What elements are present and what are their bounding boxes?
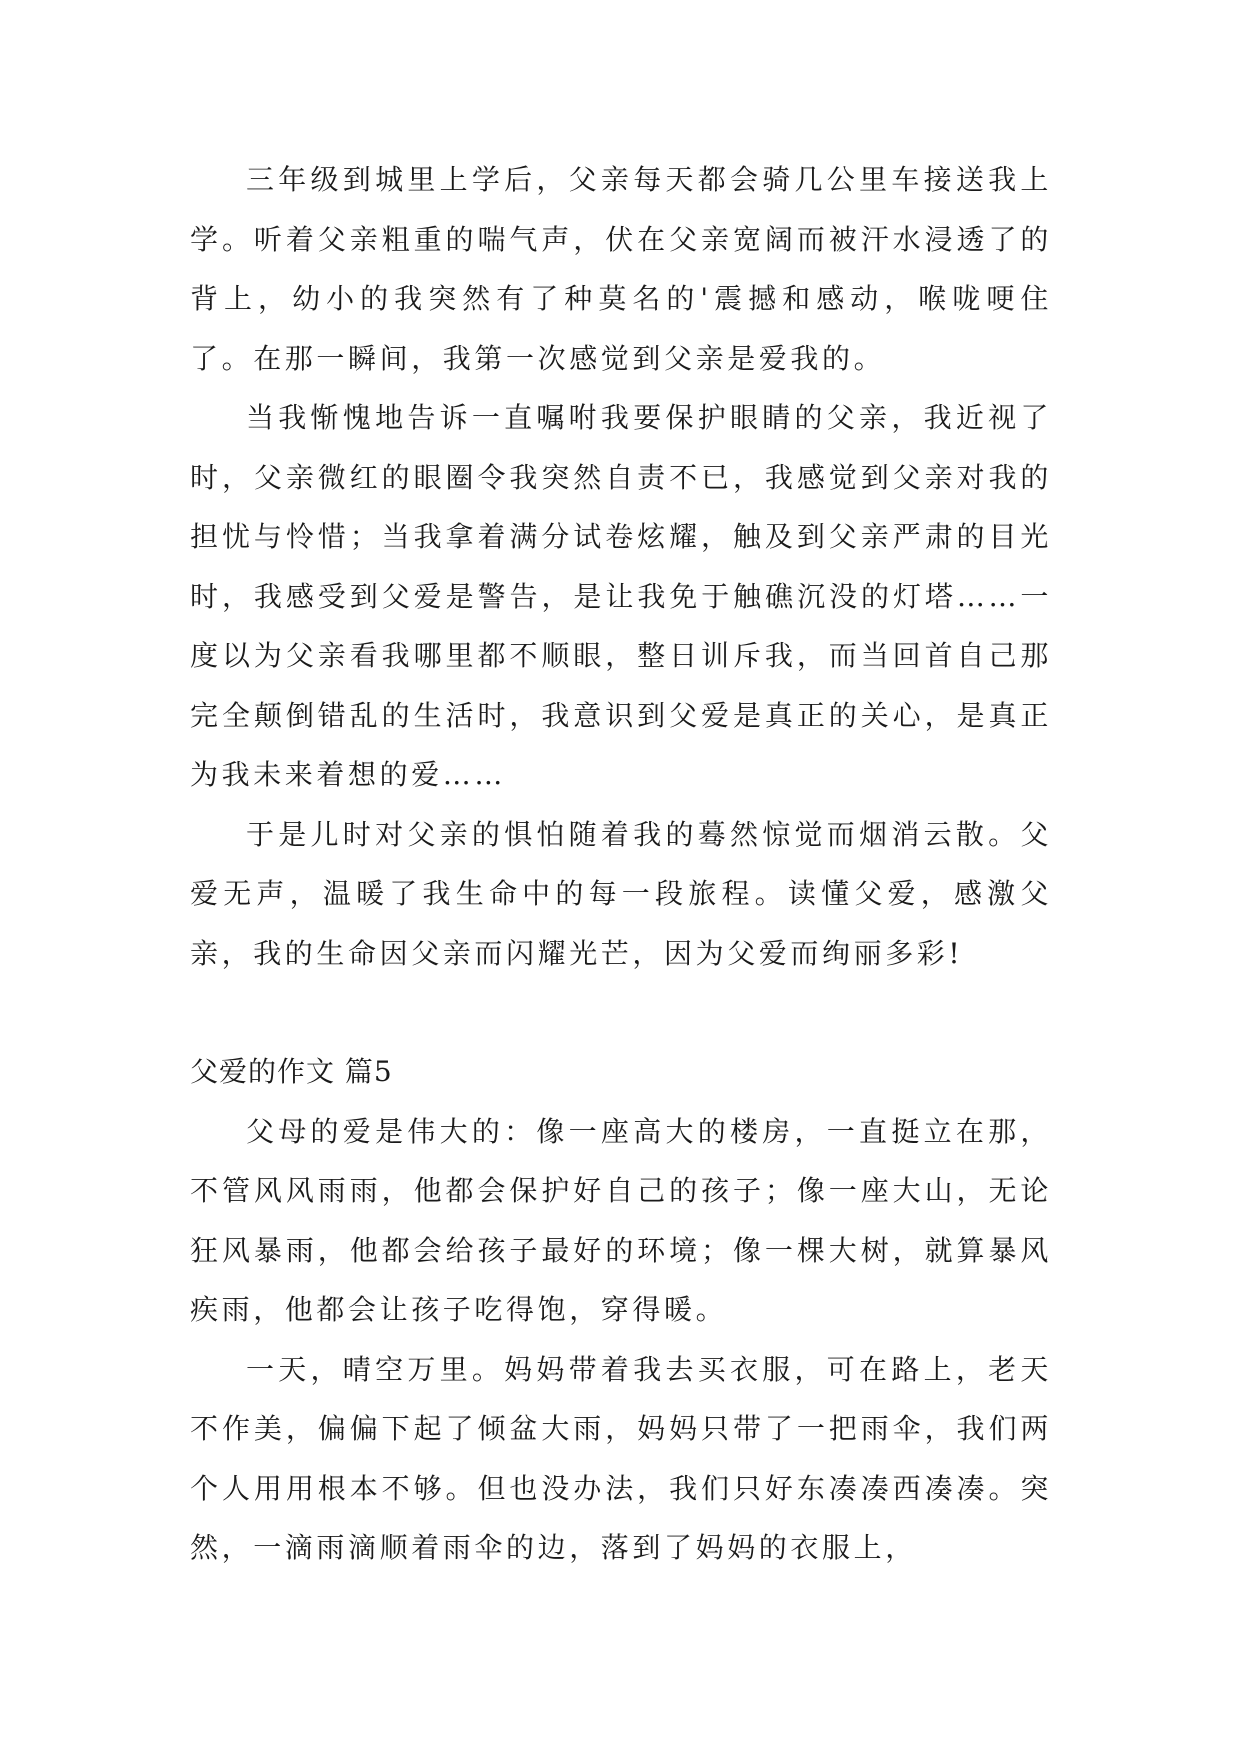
body-paragraph: 于是儿时对父亲的惧怕随着我的蓦然惊觉而烟消云散。父爱无声，温暖了我生命中的每一段旅程。读懂父爱，感激父亲，我的生命因父亲而闪耀光芒，因为父爱而绚丽多彩! — [190, 817, 1052, 970]
body-paragraph: 父母的爱是伟大的：像一座高大的楼房，一直挺立在那，不管风风雨雨，他都会保护好自己的孩子；像一座大山，无论狂风暴雨，他都会给孩子最好的环境；像一棵大树，就算暴风疾雨，他都会让孩子吃得饱，穿得暖。 — [190, 1114, 1052, 1326]
section-title: 父爱的作文 篇5 — [190, 1055, 393, 1088]
body-paragraph: 三年级到城里上学后，父亲每天都会骑几公里车接送我上学。听着父亲粗重的喘气声，伏在父亲宽阔而被汗水浸透了的背上，幼小的我突然有了种莫名的'震撼和感动，喉咙哽住了。在那一瞬间，我第一次感觉到父亲是爱我的。 — [190, 163, 1052, 375]
document-page — [190, 150, 1052, 1578]
body-paragraph: 一天，晴空万里。妈妈带着我去买衣服，可在路上，老天不作美，偏偏下起了倾盆大雨，妈妈只带了一把雨伞，我们两个人用用根本不够。但也没办法，我们只好东凑凑西凑凑。突然，一滴雨滴顺着雨伞的边，落到了妈妈的衣服上， — [190, 1352, 1052, 1564]
body-paragraph: 当我惭愧地告诉一直嘱咐我要保护眼睛的父亲，我近视了时，父亲微红的眼圈令我突然自责不已，我感觉到父亲对我的担忧与怜惜；当我拿着满分试卷炫耀，触及到父亲严肃的目光时，我感受到父爱是警告，是让我免于触礁沉没的灯塔……一度以为父亲看我哪里都不顺眼，整日训斥我，而当回首自己那完全颠倒错乱的生活时，我意识到父爱是真正的关心，是真正为我未来着想的爱…… — [190, 401, 1052, 791]
